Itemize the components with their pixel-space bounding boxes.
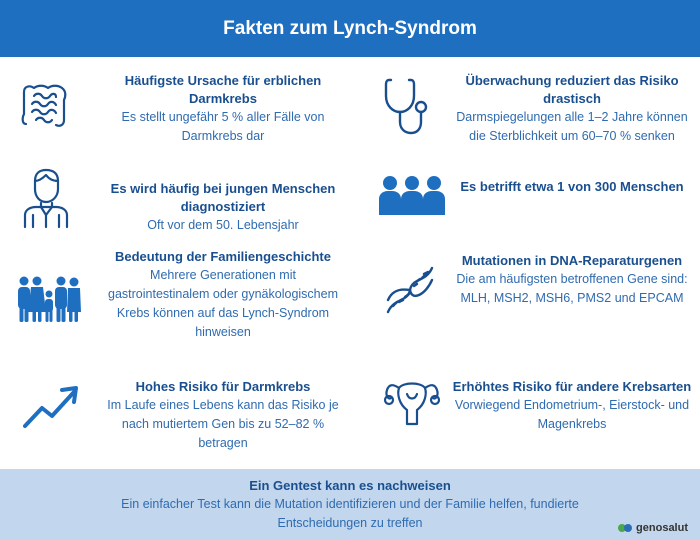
fact-description: Die am häufigsten betroffenen Gene sind: MLH, MSH2, MSH6, PMS2 und EPCAM bbox=[456, 272, 688, 305]
fact-title: Mutationen in DNA-Reparaturgenen bbox=[461, 253, 683, 268]
fact-description: Mehrere Generationen mit gastrointestinalem oder gynäkologischem Krebs können auf das Lynch-Syndrom hinweisen bbox=[108, 268, 338, 339]
footer-title: Ein Gentest kann es nachweisen bbox=[249, 478, 451, 493]
header-banner bbox=[0, 0, 700, 57]
fact-description: Im Laufe eines Lebens kann das Risiko je nach mutiertem Gen bis zu 52–82 % betragen bbox=[107, 398, 339, 450]
page-title: Fakten zum Lynch-Syndrom bbox=[223, 17, 477, 39]
people-group-icon bbox=[379, 175, 445, 215]
trend-up-icon bbox=[22, 382, 82, 430]
intestine-icon bbox=[18, 80, 70, 132]
fact-title: Überwachung reduziert das Risiko drastisch bbox=[465, 73, 679, 106]
fact-title: Häufigste Ursache für erblichen Darmkrebs bbox=[124, 73, 322, 106]
fact-title: Bedeutung der Familiengeschichte bbox=[115, 249, 331, 264]
fact-title: Es betrifft etwa 1 von 300 Menschen bbox=[460, 179, 684, 194]
stethoscope-icon bbox=[383, 76, 433, 136]
fact-title: Es wird häufig bei jungen Menschen diagnostiziert bbox=[110, 181, 336, 214]
brand-logo bbox=[618, 522, 688, 534]
fact-description: Es stellt ungefähr 5 % aller Fälle von Darmkrebs dar bbox=[121, 110, 325, 143]
brand-name: genosalut bbox=[636, 522, 688, 534]
family-icon bbox=[17, 276, 81, 322]
fact-title: Hohes Risiko für Darmkrebs bbox=[135, 379, 311, 394]
uterus-icon bbox=[381, 374, 443, 430]
genosalut-logo-icon bbox=[618, 522, 632, 534]
fact-description: Vorwiegend Endometrium-, Eierstock- und Magenkrebs bbox=[454, 398, 690, 431]
young-man-icon bbox=[22, 167, 70, 229]
fact-title: Erhöhtes Risiko für andere Krebsarten bbox=[452, 379, 692, 394]
dna-icon bbox=[384, 264, 436, 316]
fact-description: Oft vor dem 50. Lebensjahr bbox=[147, 218, 299, 232]
footer-banner bbox=[0, 469, 700, 540]
fact-description: Darmspiegelungen alle 1–2 Jahre können die Sterblichkeit um 60–70 % senken bbox=[456, 110, 688, 143]
footer-description: Ein einfacher Test kann die Mutation identifizieren und der Familie helfen, fundierte Entscheidungen zu treffen bbox=[121, 497, 579, 530]
